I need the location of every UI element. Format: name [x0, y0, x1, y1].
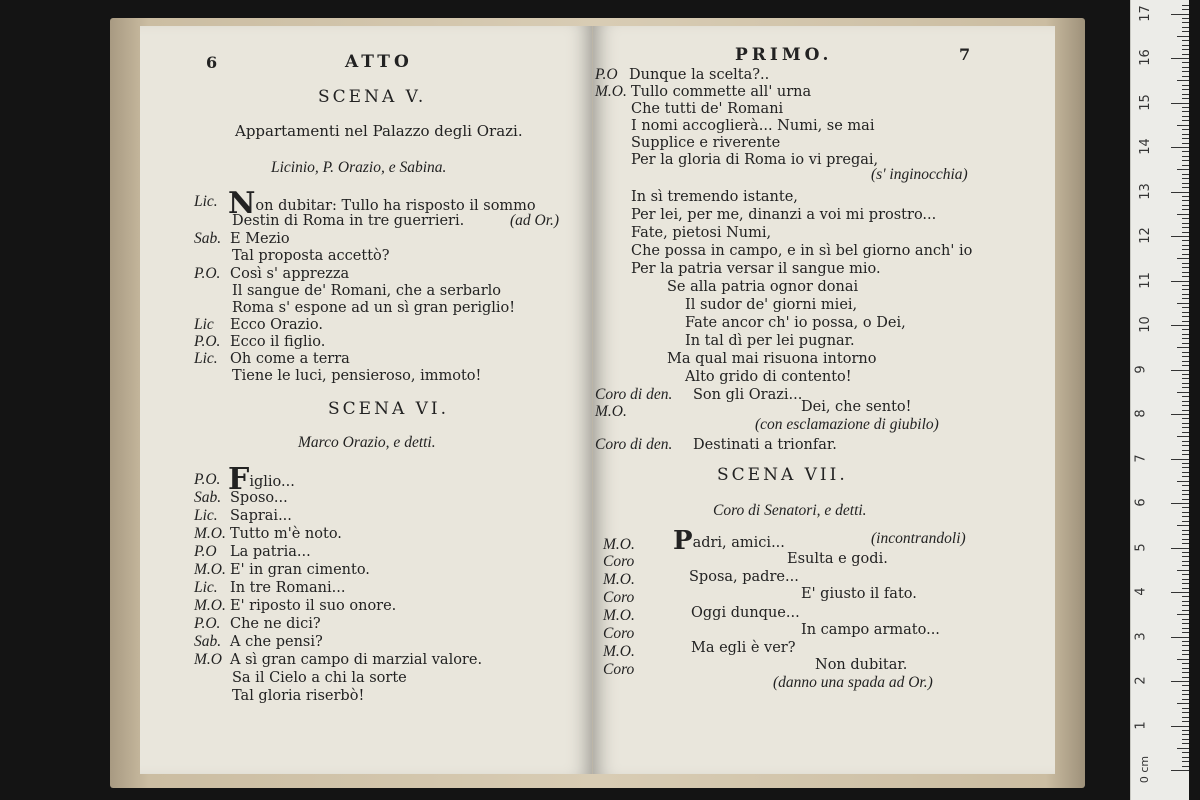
speaker-label: M.O.: [603, 571, 635, 588]
verse-line: In campo armato...: [801, 622, 940, 638]
verse-line: Dei, che sento!: [801, 399, 912, 415]
ruler-tick: [1182, 285, 1189, 286]
ruler-tick: [1182, 49, 1189, 50]
verse-line: Ecco il figlio.: [230, 334, 326, 350]
scene-characters: Marco Orazio, e detti.: [298, 434, 436, 451]
ruler-tick: [1182, 312, 1189, 313]
ruler-tick: [1182, 40, 1189, 41]
verse-line: Sa il Cielo a chi la sorte: [232, 670, 407, 686]
ruler-tick: [1182, 619, 1189, 620]
ruler-tick: [1182, 694, 1189, 695]
ruler-number: 8: [1133, 409, 1149, 418]
ruler-tick: [1182, 5, 1189, 6]
speaker-label: M.O.: [595, 403, 627, 420]
verse-line: A che pensi?: [230, 634, 323, 650]
ruler-tick: [1182, 143, 1189, 144]
ruler-tick: [1182, 156, 1189, 157]
verse-line: Dunque la scelta?..: [629, 67, 770, 83]
ruler-tick: [1182, 374, 1189, 375]
ruler-tick: [1182, 31, 1189, 32]
verse-line: Alto grido di contento!: [685, 369, 852, 385]
ruler-tick: [1171, 14, 1189, 15]
speaker-label: Lic.: [194, 507, 218, 524]
ruler-tick: [1182, 254, 1189, 255]
ruler-tick: [1182, 530, 1189, 531]
ruler-tick: [1171, 548, 1189, 549]
right-page: [593, 26, 1055, 774]
ruler-tick: [1182, 628, 1189, 629]
ruler-tick: [1182, 138, 1189, 139]
speaker-label: M.O.: [603, 536, 635, 553]
ruler-tick: [1177, 125, 1189, 126]
ruler-tick: [1177, 525, 1189, 526]
ruler-tick: [1182, 734, 1189, 735]
ruler-tick: [1182, 663, 1189, 664]
ruler-tick: [1182, 445, 1189, 446]
ruler-tick: [1182, 565, 1189, 566]
ruler-tick: [1171, 414, 1189, 415]
ruler-tick: [1182, 472, 1189, 473]
ruler-tick: [1177, 169, 1189, 170]
verse-line: In tre Romani...: [230, 580, 346, 596]
stage-direction: (ad Or.): [510, 212, 560, 229]
ruler-tick: [1182, 54, 1189, 55]
page-number: 6: [206, 53, 218, 72]
verse-line: Esulta e godi.: [787, 551, 888, 567]
ruler-tick: [1182, 85, 1189, 86]
ruler-tick: [1182, 9, 1189, 10]
speaker-label: M.O: [194, 651, 222, 668]
ruler-tick: [1182, 654, 1189, 655]
verse-line: Ma qual mai risuona intorno: [667, 351, 877, 367]
ruler-tick: [1182, 418, 1189, 419]
ruler-number: 17: [1137, 4, 1153, 22]
ruler-tick: [1177, 303, 1189, 304]
verse-line: Saprai...: [230, 508, 292, 524]
scene-title: SCENA VII.: [717, 465, 848, 485]
speaker-label: M.O.: [194, 561, 226, 578]
ruler-tick: [1182, 205, 1189, 206]
ruler-tick: [1182, 512, 1189, 513]
speaker-label: P.O: [194, 543, 217, 560]
ruler-tick: [1182, 329, 1189, 330]
ruler-tick: [1182, 699, 1189, 700]
ruler-tick: [1182, 116, 1189, 117]
ruler-tick: [1182, 107, 1189, 108]
ruler-tick: [1182, 476, 1189, 477]
ruler-tick: [1182, 76, 1189, 77]
ruler-tick: [1182, 516, 1189, 517]
stage-direction: (incontrandoli): [871, 530, 966, 547]
ruler-tick: [1182, 334, 1189, 335]
ruler-tick: [1182, 405, 1189, 406]
ruler-tick: [1182, 432, 1189, 433]
ruler-tick: [1177, 481, 1189, 482]
ruler-tick: [1182, 605, 1189, 606]
ruler-tick: [1182, 450, 1189, 451]
ruler-tick: [1182, 396, 1189, 397]
ruler-tick: [1182, 160, 1189, 161]
verse-line: Se alla patria ognor donai: [667, 279, 859, 295]
ruler-tick: [1182, 485, 1189, 486]
running-head: ATTO: [345, 52, 413, 72]
ruler-tick: [1171, 503, 1189, 504]
ruler-tick: [1171, 147, 1189, 148]
ruler-tick: [1182, 490, 1189, 491]
ruler-tick: [1171, 236, 1189, 237]
ruler-tick: [1182, 552, 1189, 553]
speaker-label: Coro di den.: [595, 436, 673, 453]
scene-title: SCENA V.: [318, 87, 427, 107]
ruler-tick: [1182, 200, 1189, 201]
ruler-tick: [1182, 45, 1189, 46]
ruler-tick: [1182, 22, 1189, 23]
speaker-label: M.O.: [194, 597, 226, 614]
ruler-tick: [1177, 392, 1189, 393]
ruler-tick: [1182, 352, 1189, 353]
speaker-label: P.O: [595, 66, 618, 83]
ruler-tick: [1182, 174, 1189, 175]
ruler-tick: [1182, 383, 1189, 384]
ruler-tick: [1182, 690, 1189, 691]
ruler-tick: [1171, 192, 1189, 193]
verse-line: Per la patria versar il sangue mio.: [631, 261, 881, 277]
ruler-tick: [1171, 370, 1189, 371]
ruler-tick: [1177, 347, 1189, 348]
verse-line: Così s' apprezza: [230, 266, 350, 282]
ruler-tick: [1182, 596, 1189, 597]
ruler-tick: [1182, 209, 1189, 210]
ruler-tick: [1177, 659, 1189, 660]
speaker-label: Coro: [603, 589, 635, 606]
ruler-tick: [1182, 427, 1189, 428]
ruler-tick: [1177, 214, 1189, 215]
running-head: PRIMO.: [735, 45, 833, 65]
ruler-number: 4: [1133, 587, 1149, 596]
verse-line: In sì tremendo istante,: [631, 189, 798, 205]
ruler-tick: [1182, 539, 1189, 540]
ruler-tick: [1182, 717, 1189, 718]
ruler-number: 3: [1133, 631, 1149, 641]
speaker-label: Sab.: [194, 633, 222, 650]
ruler-tick: [1182, 761, 1189, 762]
ruler-tick: [1182, 708, 1189, 709]
ruler-number: 9: [1133, 364, 1149, 374]
ruler-tick: [1182, 89, 1189, 90]
ruler-tick: [1182, 18, 1189, 19]
ruler-tick: [1182, 410, 1189, 411]
ruler-tick: [1182, 187, 1189, 188]
ruler-tick: [1182, 507, 1189, 508]
speaker-label: Coro: [603, 553, 635, 570]
ruler-tick: [1177, 80, 1189, 81]
verse-line: Non dubitar: Tullo ha risposto il sommo: [228, 186, 536, 221]
ruler-tick: [1182, 267, 1189, 268]
ruler-tick: [1182, 534, 1189, 535]
verse-line: Padri, amici...: [673, 526, 785, 556]
ruler-tick: [1177, 436, 1189, 437]
ruler-number: 14: [1137, 138, 1153, 155]
ruler-tick: [1182, 245, 1189, 246]
verse-line: Oh come a terra: [230, 351, 350, 367]
ruler-tick: [1177, 258, 1189, 259]
stage-direction: (s' inginocchia): [871, 166, 968, 183]
ruler-tick: [1182, 401, 1189, 402]
speaker-label: Lic: [194, 316, 214, 333]
ruler-tick: [1171, 459, 1189, 460]
ruler-tick: [1182, 583, 1189, 584]
ruler-number: 13: [1137, 182, 1153, 200]
scene-title: SCENA VI.: [328, 399, 450, 419]
verse-line: Il sudor de' giorni miei,: [685, 297, 858, 313]
ruler-tick: [1171, 681, 1189, 682]
verse-line: Che possa in campo, e in sì bel giorno anch' io: [631, 243, 973, 259]
ruler-tick: [1182, 272, 1189, 273]
ruler-tick: [1182, 743, 1189, 744]
ruler-tick: [1171, 592, 1189, 593]
ruler-tick: [1182, 685, 1189, 686]
ruler-tick: [1182, 645, 1189, 646]
ruler-tick: [1182, 739, 1189, 740]
ruler-tick: [1182, 298, 1189, 299]
verse-line: Fate, pietosi Numi,: [631, 225, 772, 241]
ruler-tick: [1177, 36, 1189, 37]
ruler-tick: [1182, 467, 1189, 468]
ruler-tick: [1182, 321, 1189, 322]
verse-line: Destinati a trionfar.: [693, 437, 837, 453]
ruler-tick: [1182, 423, 1189, 424]
ruler-tick: [1182, 668, 1189, 669]
stage-direction: (danno una spada ad Or.): [773, 674, 933, 691]
left-page: [140, 26, 593, 774]
ruler-tick: [1177, 570, 1189, 571]
ruler-tick: [1182, 356, 1189, 357]
stage-direction: (con esclamazione di giubilo): [755, 416, 939, 433]
ruler-tick: [1171, 325, 1189, 326]
verse-line: Tal proposta accettò?: [232, 248, 390, 264]
ruler-tick: [1182, 111, 1189, 112]
ruler-tick: [1182, 556, 1189, 557]
speaker-label: Sab.: [194, 489, 222, 506]
ruler-tick: [1182, 178, 1189, 179]
ruler-tick: [1171, 58, 1189, 59]
ruler-tick: [1182, 227, 1189, 228]
verse-line: Figlio...: [228, 462, 295, 497]
scene-characters: Coro di Senatori, e detti.: [713, 502, 867, 519]
ruler-tick: [1182, 94, 1189, 95]
verse-line: Il sangue de' Romani, che a serbarlo: [232, 283, 501, 299]
ruler-tick: [1182, 165, 1189, 166]
verse-line: Ma egli è ver?: [691, 640, 796, 656]
ruler-tick: [1177, 614, 1189, 615]
ruler-tick: [1182, 494, 1189, 495]
verse-line: A sì gran campo di marzial valore.: [230, 652, 483, 668]
ruler-tick: [1171, 637, 1189, 638]
ruler-tick: [1182, 632, 1189, 633]
verse-line: Oggi dunque...: [691, 605, 800, 621]
verse-line: Tutto m'è noto.: [230, 526, 342, 542]
ruler-tick: [1182, 623, 1189, 624]
ruler-tick: [1182, 672, 1189, 673]
ruler-tick: [1182, 730, 1189, 731]
ruler-number: 12: [1137, 227, 1153, 244]
ruler-tick: [1177, 703, 1189, 704]
ruler-tick: [1182, 249, 1189, 250]
ruler-tick: [1182, 641, 1189, 642]
ruler-tick: [1171, 770, 1189, 771]
verse-line: Ecco Orazio.: [230, 317, 323, 333]
speaker-label: M.O.: [194, 525, 226, 542]
verse-line: Tullo commette all' urna: [631, 84, 812, 100]
ruler-tick: [1182, 766, 1189, 767]
verse-line: Che tutti de' Romani: [631, 101, 784, 117]
verse-line: In tal dì per lei pugnar.: [685, 333, 855, 349]
ruler-tick: [1177, 748, 1189, 749]
ruler-unit: 0 cm: [1138, 755, 1152, 784]
page-number: 7: [959, 45, 971, 64]
ruler-tick: [1182, 218, 1189, 219]
ruler-number: 15: [1137, 93, 1153, 111]
ruler-tick: [1182, 98, 1189, 99]
ruler-tick: [1182, 62, 1189, 63]
ruler-tick: [1171, 281, 1189, 282]
ruler-tick: [1182, 263, 1189, 264]
ruler-tick: [1182, 543, 1189, 544]
ruler-tick: [1182, 71, 1189, 72]
ruler-number: 2: [1133, 676, 1149, 685]
ruler-tick: [1182, 67, 1189, 68]
ruler-tick: [1182, 120, 1189, 121]
verse-line: Destin di Roma in tre guerrieri.: [232, 213, 465, 229]
verse-line: I nomi accoglierà... Numi, se mai: [631, 118, 875, 134]
scene-characters: Licinio, P. Orazio, e Sabina.: [271, 159, 447, 176]
ruler-tick: [1182, 574, 1189, 575]
ruler-tick: [1182, 441, 1189, 442]
ruler-number: 1: [1133, 720, 1149, 730]
ruler-tick: [1182, 151, 1189, 152]
speaker-label: Coro: [603, 661, 635, 678]
ruler-tick: [1182, 721, 1189, 722]
verse-line: Tal gloria riserbò!: [232, 688, 365, 704]
ruler-tick: [1182, 338, 1189, 339]
ruler-number: 5: [1133, 542, 1149, 552]
speaker-label: P.O.: [194, 615, 221, 632]
speaker-label: P.O.: [194, 333, 221, 350]
ruler-tick: [1182, 561, 1189, 562]
verse-line: Per la gloria di Roma io vi pregai,: [631, 152, 879, 168]
ruler-tick: [1182, 610, 1189, 611]
verse-line: E' giusto il fato.: [801, 586, 917, 602]
verse-line: E' riposto il suo onore.: [230, 598, 397, 614]
verse-line: Fate ancor ch' io possa, o Dei,: [685, 315, 906, 331]
verse-line: La patria...: [230, 544, 311, 560]
ruler-tick: [1182, 316, 1189, 317]
speaker-label: M.O.: [603, 607, 635, 624]
ruler-number: 11: [1137, 271, 1153, 289]
verse-line: Non dubitar.: [815, 657, 908, 673]
speaker-label: Lic.: [194, 350, 218, 367]
measuring-ruler: [1130, 0, 1189, 800]
ruler-tick: [1182, 307, 1189, 308]
ruler-tick: [1171, 103, 1189, 104]
ruler-tick: [1182, 294, 1189, 295]
ruler-tick: [1182, 183, 1189, 184]
speaker-label: Lic.: [194, 193, 218, 210]
ruler-tick: [1182, 521, 1189, 522]
ruler-tick: [1182, 196, 1189, 197]
verse-line: Che ne dici?: [230, 616, 321, 632]
ruler-tick: [1182, 378, 1189, 379]
speaker-label: Coro di den.: [595, 386, 673, 403]
ruler-tick: [1182, 677, 1189, 678]
ruler-tick: [1182, 454, 1189, 455]
verse-line: Supplice e riverente: [631, 135, 781, 151]
verse-line: Roma s' espone ad un sì gran periglio!: [232, 300, 516, 316]
speaker-label: P.O.: [194, 265, 221, 282]
ruler-number: 16: [1137, 49, 1153, 66]
ruler-tick: [1171, 726, 1189, 727]
ruler-tick: [1182, 27, 1189, 28]
speaker-label: M.O.: [595, 83, 627, 100]
ruler-tick: [1182, 752, 1189, 753]
ruler-tick: [1182, 129, 1189, 130]
speaker-label: Sab.: [194, 230, 222, 247]
ruler-tick: [1182, 223, 1189, 224]
speaker-label: Coro: [603, 625, 635, 642]
verse-line: E Mezio: [230, 231, 290, 247]
verse-line: Tiene le luci, pensieroso, immoto!: [232, 368, 482, 384]
ruler-tick: [1182, 232, 1189, 233]
ruler-number: 6: [1133, 498, 1149, 507]
verse-line: Sposa, padre...: [689, 569, 799, 585]
verse-line: Per lei, per me, dinanzi a voi mi prostro...: [631, 207, 937, 223]
ruler-tick: [1182, 289, 1189, 290]
ruler-tick: [1182, 276, 1189, 277]
ruler-tick: [1182, 579, 1189, 580]
verse-line: E' in gran cimento.: [230, 562, 370, 578]
ruler-number: 7: [1133, 453, 1149, 463]
ruler-tick: [1182, 757, 1189, 758]
ruler-tick: [1182, 240, 1189, 241]
ruler-tick: [1182, 601, 1189, 602]
ruler-tick: [1182, 588, 1189, 589]
ruler-tick: [1182, 361, 1189, 362]
ruler-tick: [1182, 712, 1189, 713]
ruler-number: 10: [1137, 316, 1153, 333]
speaker-label: Lic.: [194, 579, 218, 596]
ruler-tick: [1182, 343, 1189, 344]
ruler-tick: [1182, 463, 1189, 464]
speaker-label: P.O.: [194, 471, 221, 488]
scene-setting: Appartamenti nel Palazzo degli Orazi.: [235, 122, 523, 140]
ruler-tick: [1182, 499, 1189, 500]
speaker-label: M.O.: [603, 643, 635, 660]
ruler-tick: [1182, 387, 1189, 388]
ruler-tick: [1182, 365, 1189, 366]
ruler-tick: [1182, 134, 1189, 135]
verse-line: Sposo...: [230, 490, 288, 506]
verse-line: Son gli Orazi...: [693, 387, 803, 403]
ruler-tick: [1182, 650, 1189, 651]
